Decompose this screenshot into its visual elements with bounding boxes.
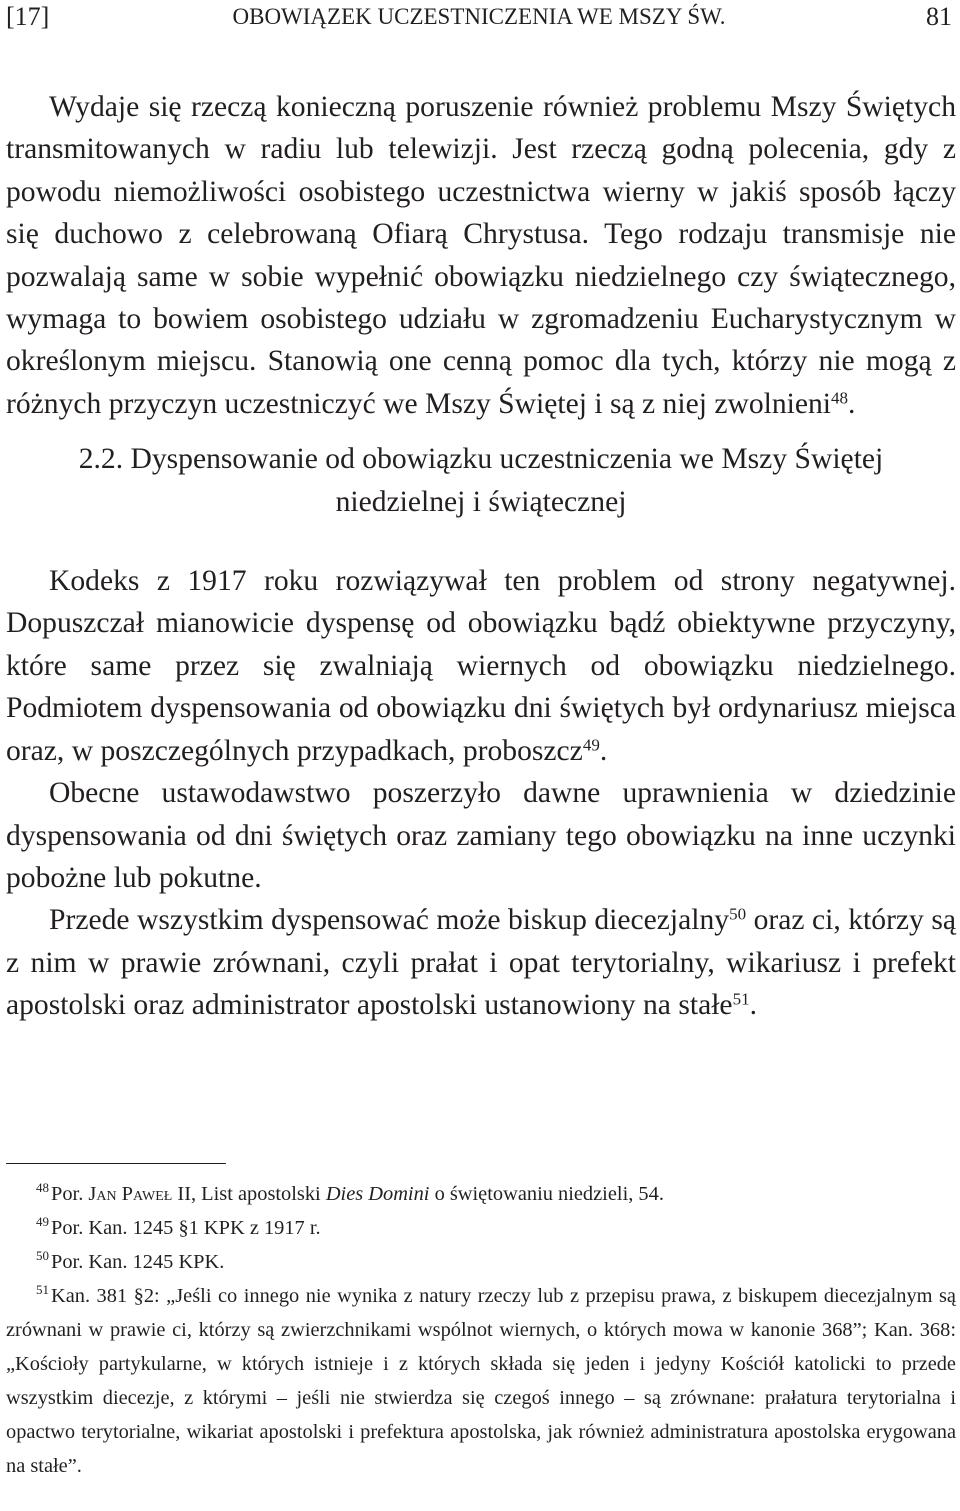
main-text	[6, 86, 956, 1027]
punctuation: .	[749, 989, 757, 1022]
page-number: 81	[926, 2, 952, 31]
footnote-ref-50[interactable]: 50	[729, 904, 747, 924]
footnote-50	[6, 1245, 956, 1279]
punctuation: .	[848, 387, 856, 420]
footnote-number: 50	[36, 1248, 49, 1264]
running-head	[6, 0, 952, 34]
footnote-ref-48[interactable]: 48	[831, 388, 849, 408]
document-title: Dies Domini	[325, 1183, 430, 1205]
section-heading	[26, 438, 936, 523]
footnote-ref-51[interactable]: 51	[732, 989, 750, 1009]
footnote-text: II, List apostolski	[172, 1183, 326, 1205]
footnote-number: 48	[36, 1180, 49, 1196]
paragraph-text: oraz ci, którzy są z nim w prawie zrównani, czyli prałat i opat terytorialny, wikariusz i prefekt apostolski oraz administrator apostolski ustanowiony na stałe	[6, 904, 956, 1022]
spacer	[6, 523, 956, 560]
footnote-49	[6, 1211, 956, 1245]
footnote-48	[6, 1177, 956, 1211]
section-number: [17]	[6, 2, 50, 31]
paragraph-current-law: Obecne ustawodawstwo poszerzyło dawne uprawnienia w dziedzinie dyspensowania od dni świętych oraz zamiany tego obowiązku na inne uczynki pobożne lub pokutne.	[6, 777, 956, 894]
paragraph-text: Przede wszystkim dyspensować może biskup diecezjalny	[49, 904, 730, 937]
footnote-text: Por. Kan. 1245 §1 KPK z 1917 r.	[51, 1217, 321, 1239]
footnote-51	[6, 1279, 956, 1483]
footnote-ref-49[interactable]: 49	[582, 735, 600, 755]
paragraph-text: Wydaje się rzeczą konieczną poruszenie również problemu Mszy Świętych transmitowanych w radiu lub telewizji. Jest rzeczą godną polecenia, gdy z powodu niemożliwości osobistego uczestnictwa wierny w jakiś sposób łączy się duchowo z celebrowaną Ofiarą Chrystusa. Tego rodzaju transmisje nie pozwalają same w sobie wypełnić obowiązku niedzielnego czy świątecznego, wymaga to bowiem osobistego udziału w zgromadzeniu Eucharystycznym w określonym miejscu. Stanowią one cenną pomoc dla tych, którzy nie mogą z różnych przyczyn uczestniczyć we Mszy Świętej i są z niej zwolnieni	[6, 91, 956, 420]
footnote-number: 49	[36, 1214, 49, 1230]
footnote-text: Por. Kan. 1245 KPK.	[51, 1251, 225, 1273]
paragraph-code-1917	[6, 560, 956, 772]
paragraph-bishop	[6, 899, 956, 1026]
footnote-text: Por.	[51, 1183, 89, 1205]
footnote-separator	[6, 1163, 226, 1164]
footnote-number: 51	[36, 1282, 49, 1298]
running-title: OBOWIĄZEK UCZESTNICZENIA WE MSZY ŚW.	[232, 4, 726, 29]
footnote-text: o świętowaniu niedzieli, 54.	[429, 1183, 664, 1205]
footnote-text: Kan. 381 §2: „Jeśli co innego nie wynika z natury rzeczy lub z przepisu prawa, z biskupem diecezjalnym są zrównani w prawie ci, którzy są zwierzchnikami wspólnot wiernych, o których mowa w kanonie 368”; Kan. 368: „Kościoły partykularne, w których istnieje i z których składa się jeden i jedyny Kościół katolicki to przede wszystkim diecezje, z którymi – jeśli nie stwierdza się czegoś innego – są zrównane: prałatura terytorialna i opactwo terytorialne, wikariat apostolski i prefektura apostolska, jak również administratura apostolska erygowana na stałe”.	[6, 1285, 956, 1477]
paragraph-text: Kodeks z 1917 roku rozwiązywał ten problem od strony negatywnej. Dopuszczał mianowicie dyspensę od obowiązku bądź obiektywne przyczyny, które same przez się zwalniają wiernych od obowiązku niedzielnego. Podmiotem dyspensowania od obowiązku dni świętych był ordynariusz miejsca oraz, w poszczególnych przypadkach, proboszcz	[6, 565, 956, 767]
footnotes	[6, 1177, 956, 1483]
author-name: Jan Paweł	[88, 1183, 173, 1205]
heading-line-2: niedzielnej i świątecznej	[335, 485, 627, 518]
paragraph-mass-broadcasts	[6, 86, 956, 425]
punctuation: .	[599, 734, 608, 767]
heading-line-1: 2.2. Dyspensowanie od obowiązku uczestniczenia we Mszy Świętej	[78, 443, 884, 476]
